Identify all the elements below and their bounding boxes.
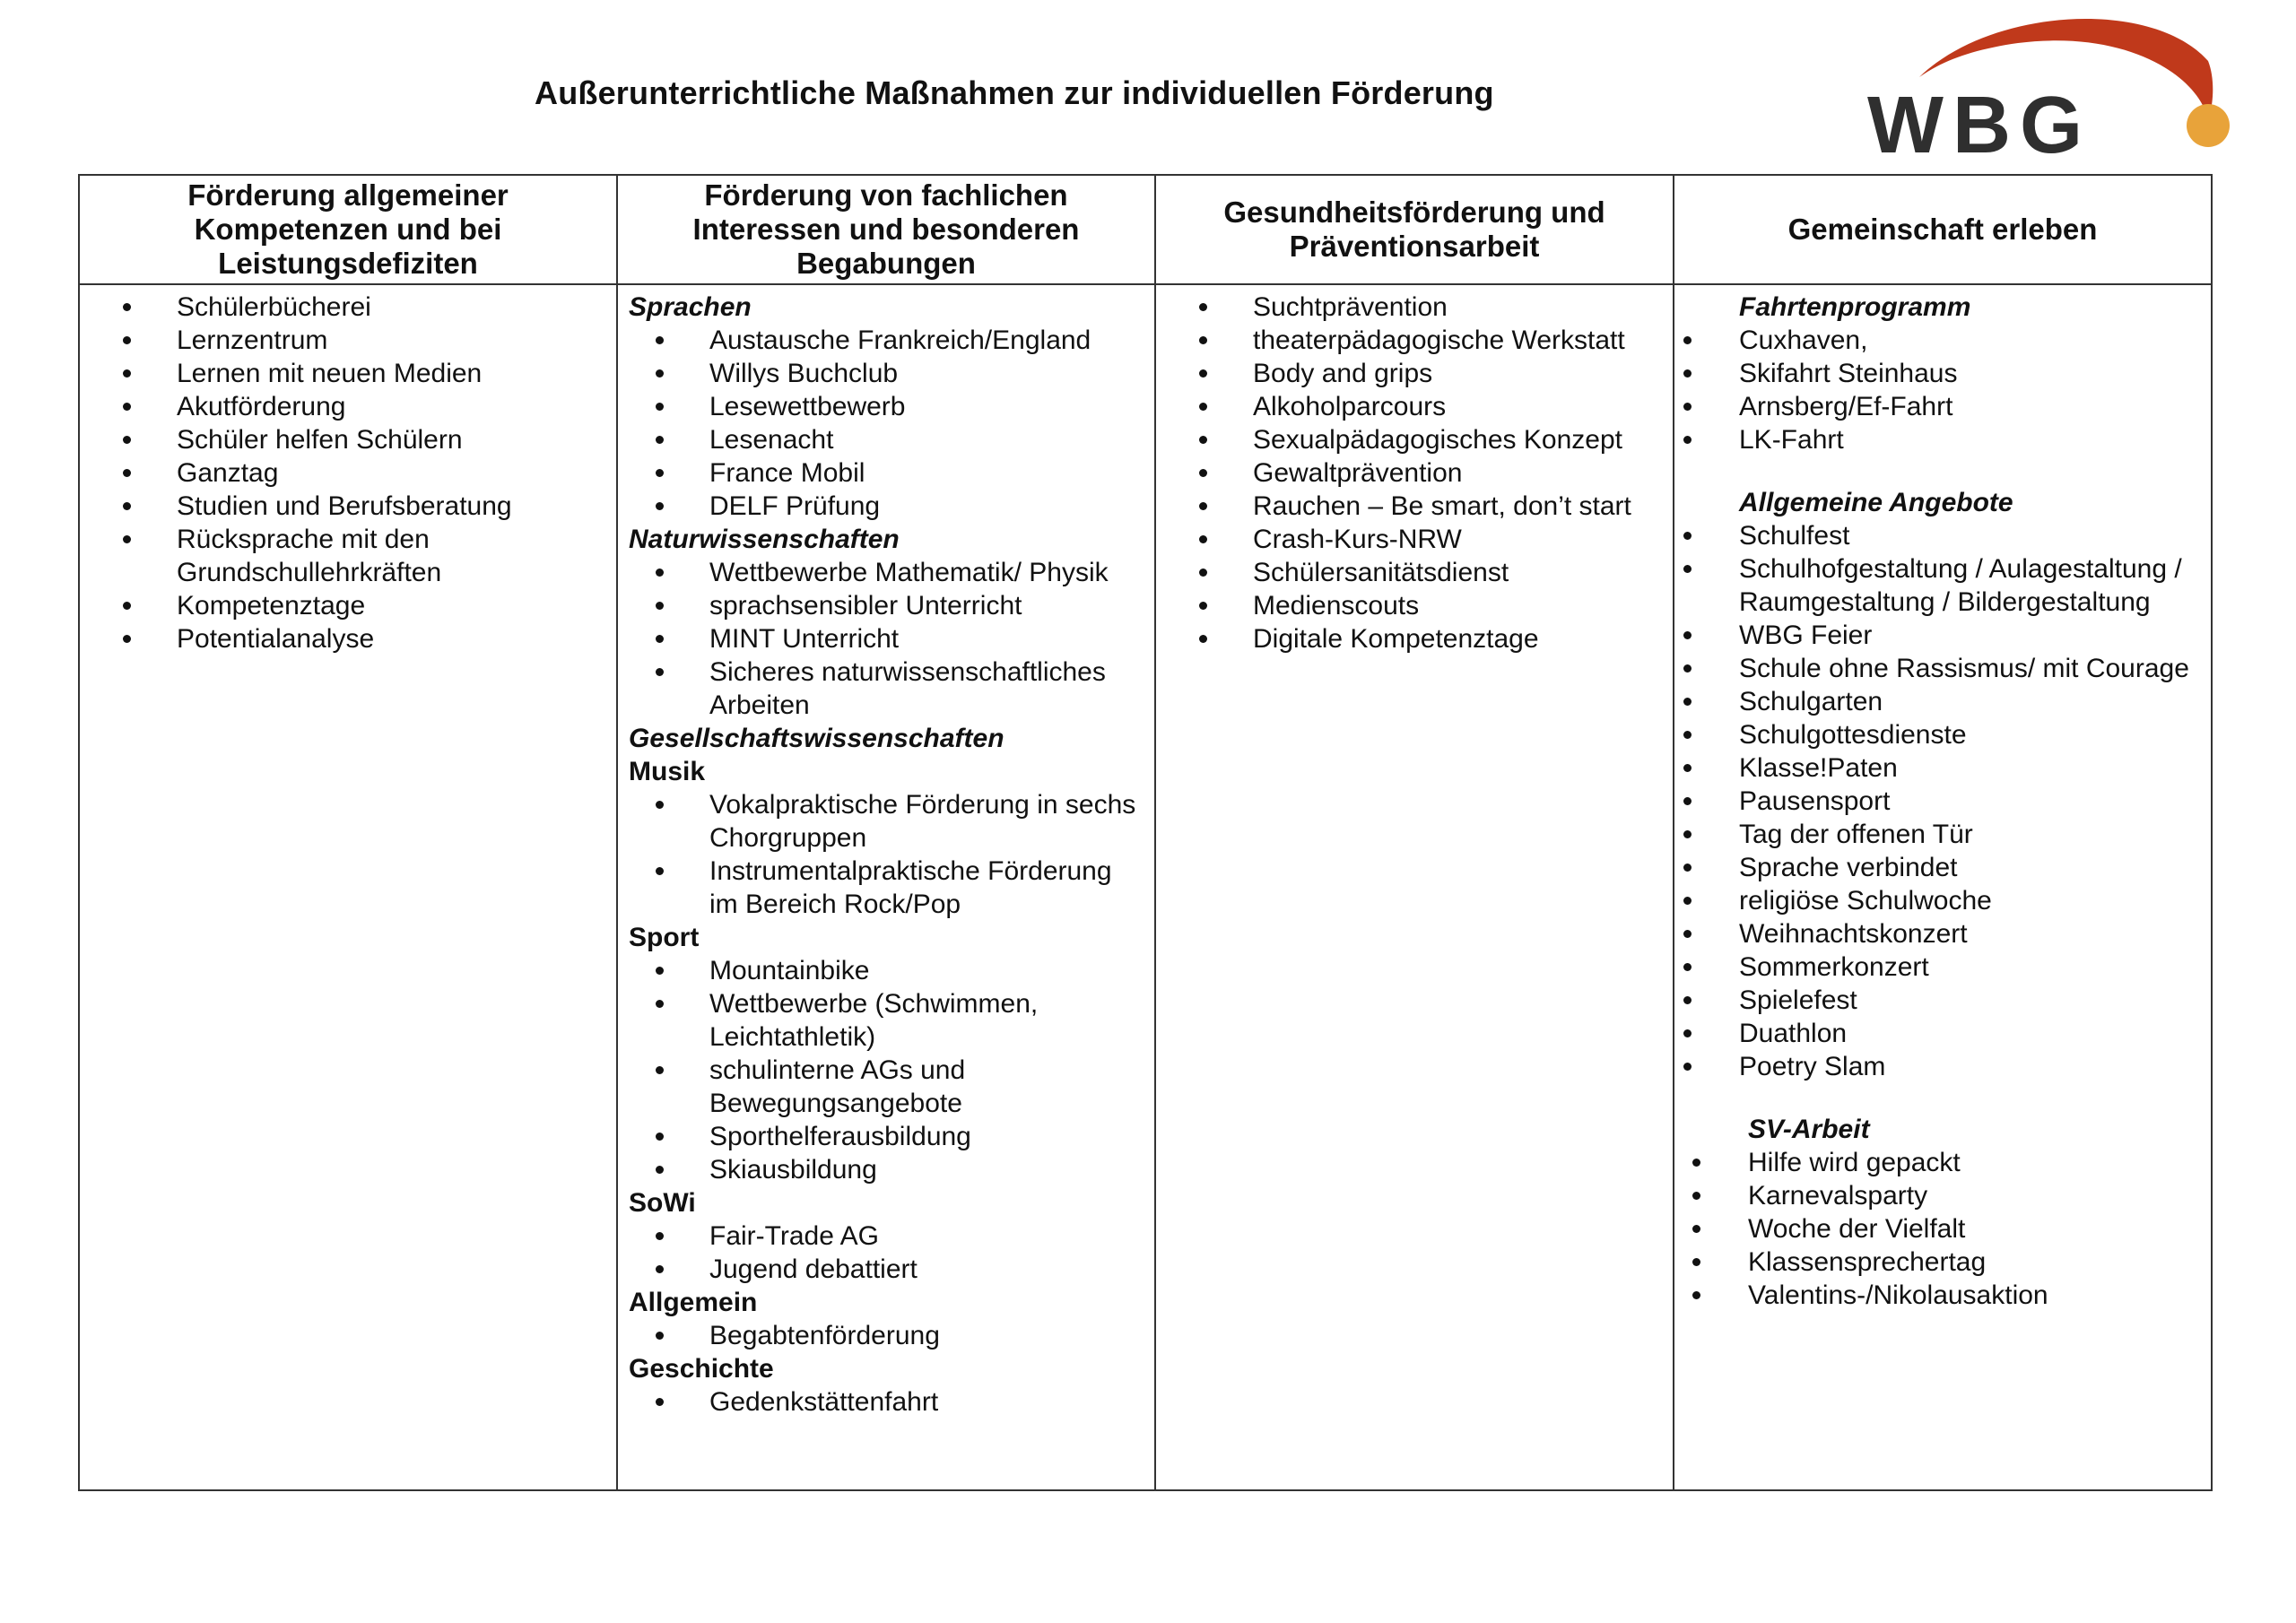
bullet-icon [656, 1133, 664, 1141]
list-item: Skiausbildung [629, 1153, 1145, 1186]
list-item: Digitale Kompetenztage [1172, 622, 1664, 655]
bullet-icon [1683, 698, 1692, 706]
list-item: Sprache verbindet [1674, 851, 2202, 884]
list-item: WBG Feier [1674, 619, 2202, 652]
bullet-icon [1683, 1063, 1692, 1071]
section-heading-sport: Sport [629, 923, 700, 952]
bullet-icon [123, 303, 131, 311]
list-item: Klassensprechertag [1683, 1245, 2202, 1279]
bullet-icon [656, 867, 664, 875]
list-sv-arbeit [1683, 1146, 2202, 1312]
list-item: Wettbewerbe (Schwimmen, Leichtathletik) [629, 987, 1145, 1054]
wbg-logo [1857, 7, 2233, 164]
section-heading-fahrtenprogramm: Fahrtenprogramm [1739, 292, 1971, 322]
list-item: schulinterne AGs und Bewegungsangebote [629, 1054, 1145, 1120]
list-item: Lesewettbewerb [629, 390, 1145, 423]
bullet-icon [123, 436, 131, 444]
list-item: Gewaltprävention [1172, 456, 1664, 490]
bullet-icon [1199, 436, 1207, 444]
list-health-prevention [1172, 291, 1664, 655]
section-heading-sv-arbeit: SV-Arbeit [1748, 1115, 1870, 1144]
list-item: Weihnachtskonzert [1674, 917, 2202, 950]
bullet-icon [1683, 764, 1692, 772]
list-item: Akutförderung [96, 390, 607, 423]
bullet-icon [123, 336, 131, 344]
list-general-competences [96, 291, 607, 655]
bullet-icon [1692, 1291, 1700, 1299]
bullet-icon [656, 336, 664, 344]
list-item: Medienscouts [1172, 589, 1664, 622]
column-general-competences [79, 284, 617, 1490]
bullet-icon [656, 369, 664, 378]
bullet-icon [1199, 303, 1207, 311]
bullet-icon [1683, 369, 1692, 378]
list-item: Gedenkstättenfahrt [629, 1385, 1145, 1419]
bullet-icon [123, 635, 131, 643]
list-item: Ganztag [96, 456, 607, 490]
bullet-icon [1683, 664, 1692, 673]
section-heading-allgemein: Allgemein [629, 1288, 758, 1317]
list-item: Lernen mit neuen Medien [96, 357, 607, 390]
bullet-icon [1199, 568, 1207, 577]
bullet-icon [656, 436, 664, 444]
list-item: Sommerkonzert [1674, 950, 2202, 984]
bullet-icon [1683, 864, 1692, 872]
bullet-icon [1683, 403, 1692, 411]
bullet-icon [656, 967, 664, 975]
list-allgemeine-angebote [1674, 519, 2202, 1083]
list-item: Arnsberg/Ef-Fahrt [1674, 390, 2202, 423]
list-sowi [629, 1219, 1145, 1286]
list-item: theaterpädagogische Werkstatt [1172, 324, 1664, 357]
list-item: Studien und Berufsberatung [96, 490, 607, 523]
list-item: Willys Buchclub [629, 357, 1145, 390]
bullet-icon [1683, 930, 1692, 938]
list-item: Suchtprävention [1172, 291, 1664, 324]
wbg-logo-graphic [1857, 7, 2233, 164]
bullet-icon [1683, 336, 1692, 344]
header-community: Gemeinschaft erleben [1674, 175, 2212, 284]
list-item: Sexualpädagogisches Konzept [1172, 423, 1664, 456]
list-item: sprachsensibler Unterricht [629, 589, 1145, 622]
bullet-icon [656, 602, 664, 610]
bullet-icon [656, 1265, 664, 1273]
list-item: Duathlon [1674, 1017, 2202, 1050]
list-item: Rauchen – Be smart, don’t start [1172, 490, 1664, 523]
bullet-icon [1199, 502, 1207, 510]
list-naturwissenschaften [629, 556, 1145, 722]
bullet-icon [656, 635, 664, 643]
bullet-icon [656, 1000, 664, 1008]
section-heading-musik: Musik [629, 757, 706, 786]
bullet-icon [1692, 1192, 1700, 1200]
bullet-icon [656, 1066, 664, 1074]
list-item: Schülerbücherei [96, 291, 607, 324]
list-item: Begabtenförderung [629, 1319, 1145, 1352]
list-allgemein [629, 1319, 1145, 1352]
bullet-icon [1199, 336, 1207, 344]
header-health-prevention: Gesundheitsförderung und Präventionsarbeit [1155, 175, 1674, 284]
list-item: LK-Fahrt [1674, 423, 2202, 456]
column-subject-interests [617, 284, 1155, 1490]
bullet-icon [1199, 635, 1207, 643]
bullet-icon [656, 568, 664, 577]
bullet-icon [656, 469, 664, 477]
list-item: Kompetenztage [96, 589, 607, 622]
list-item: Vokalpraktische Förderung in sechs Chorgruppen [629, 788, 1145, 855]
list-item: Schulgarten [1674, 685, 2202, 718]
list-item: Pausensport [1674, 785, 2202, 818]
bullet-icon [1683, 565, 1692, 573]
list-item: Skifahrt Steinhaus [1674, 357, 2202, 390]
list-item: Spielefest [1674, 984, 2202, 1017]
list-item: Schulfest [1674, 519, 2202, 552]
list-item: Austausche Frankreich/England [629, 324, 1145, 357]
list-item: Hilfe wird gepackt [1683, 1146, 2202, 1179]
bullet-icon [123, 602, 131, 610]
bullet-icon [656, 668, 664, 676]
list-item: DELF Prüfung [629, 490, 1145, 523]
bullet-icon [1683, 963, 1692, 971]
page-title: Außerunterrichtliche Maßnahmen zur individuellen Förderung [535, 74, 1494, 111]
section-heading-naturwissenschaften: Naturwissenschaften [629, 525, 900, 554]
list-item: Lernzentrum [96, 324, 607, 357]
section-heading-sprachen: Sprachen [629, 292, 752, 322]
list-sprachen [629, 324, 1145, 523]
bullet-icon [656, 1398, 664, 1406]
sv-arbeit-block [1674, 1113, 2202, 1312]
list-item: MINT Unterricht [629, 622, 1145, 655]
list-item: Crash-Kurs-NRW [1172, 523, 1664, 556]
header-general-competences: Förderung allgemeiner Kompetenzen und bei Leistungsdefiziten [79, 175, 617, 284]
list-item: religiöse Schulwoche [1674, 884, 2202, 917]
bullet-icon [1692, 1258, 1700, 1266]
bullet-icon [1199, 403, 1207, 411]
list-item: Cuxhaven, [1674, 324, 2202, 357]
section-heading-geschichte: Geschichte [629, 1354, 774, 1384]
list-musik [629, 788, 1145, 921]
bullet-icon [1683, 996, 1692, 1004]
list-sport [629, 954, 1145, 1186]
bullet-icon [656, 1232, 664, 1240]
list-item: Tag der offenen Tür [1674, 818, 2202, 851]
list-item: Valentins-/Nikolausaktion [1683, 1279, 2202, 1312]
list-geschichte [629, 1385, 1145, 1419]
list-item: Potentialanalyse [96, 622, 607, 655]
header-subject-interests: Förderung von fachlichen Interessen und besonderen Begabungen [617, 175, 1155, 284]
bullet-icon [1199, 535, 1207, 543]
bullet-icon [1683, 797, 1692, 805]
list-item: Wettbewerbe Mathematik/ Physik [629, 556, 1145, 589]
list-item: Poetry Slam [1674, 1050, 2202, 1083]
list-item: Alkoholparcours [1172, 390, 1664, 423]
bullet-icon [123, 403, 131, 411]
bullet-icon [656, 801, 664, 809]
bullet-icon [1683, 897, 1692, 905]
bullet-icon [656, 1332, 664, 1340]
list-item: Instrumentalpraktische Förderung im Bereich Rock/Pop [629, 855, 1145, 921]
bullet-icon [1683, 532, 1692, 540]
column-community [1674, 284, 2212, 1490]
list-item: Schüler helfen Schülern [96, 423, 607, 456]
list-item: Rücksprache mit den Grundschullehrkräften [96, 523, 607, 589]
bullet-icon [123, 502, 131, 510]
bullet-icon [1683, 1029, 1692, 1037]
list-item: Lesenacht [629, 423, 1145, 456]
column-health-prevention [1155, 284, 1674, 1490]
bullet-icon [1683, 436, 1692, 444]
list-item: Schülersanitätsdienst [1172, 556, 1664, 589]
logo-dot [2187, 104, 2230, 147]
list-fahrtenprogramm [1674, 324, 2202, 456]
measures-table [78, 174, 2211, 1491]
bullet-icon [1199, 602, 1207, 610]
spacer [1674, 456, 2202, 486]
list-item: Body and grips [1172, 357, 1664, 390]
bullet-icon [1683, 631, 1692, 639]
spacer [1674, 1083, 2202, 1113]
list-item: Karnevalsparty [1683, 1179, 2202, 1212]
list-item: France Mobil [629, 456, 1145, 490]
bullet-icon [1199, 469, 1207, 477]
list-item: Schule ohne Rassismus/ mit Courage [1674, 652, 2202, 685]
bullet-icon [656, 403, 664, 411]
list-item: Klasse!Paten [1674, 751, 2202, 785]
bullet-icon [656, 502, 664, 510]
section-heading-allgemeine-angebote: Allgemeine Angebote [1739, 488, 2013, 517]
bullet-icon [1683, 731, 1692, 739]
bullet-icon [1692, 1159, 1700, 1167]
list-item: Woche der Vielfalt [1683, 1212, 2202, 1245]
list-item: Sporthelferausbildung [629, 1120, 1145, 1153]
section-heading-gesellschaftswissenschaften: Gesellschaftswissenschaften [629, 724, 1004, 753]
section-heading-sowi: SoWi [629, 1188, 696, 1218]
list-item: Schulhofgestaltung / Aulagestaltung / Raumgestaltung / Bildergestaltung [1674, 552, 2202, 619]
list-item: Sicheres naturwissenschaftliches Arbeiten [629, 655, 1145, 722]
list-item: Mountainbike [629, 954, 1145, 987]
logo-text: WBG [1867, 81, 2092, 164]
bullet-icon [1692, 1225, 1700, 1233]
list-item: Schulgottesdienste [1674, 718, 2202, 751]
list-item: Jugend debattiert [629, 1253, 1145, 1286]
bullet-icon [123, 535, 131, 543]
list-item: Fair-Trade AG [629, 1219, 1145, 1253]
bullet-icon [656, 1166, 664, 1174]
bullet-icon [123, 369, 131, 378]
bullet-icon [123, 469, 131, 477]
bullet-icon [1199, 369, 1207, 378]
bullet-icon [1683, 830, 1692, 838]
